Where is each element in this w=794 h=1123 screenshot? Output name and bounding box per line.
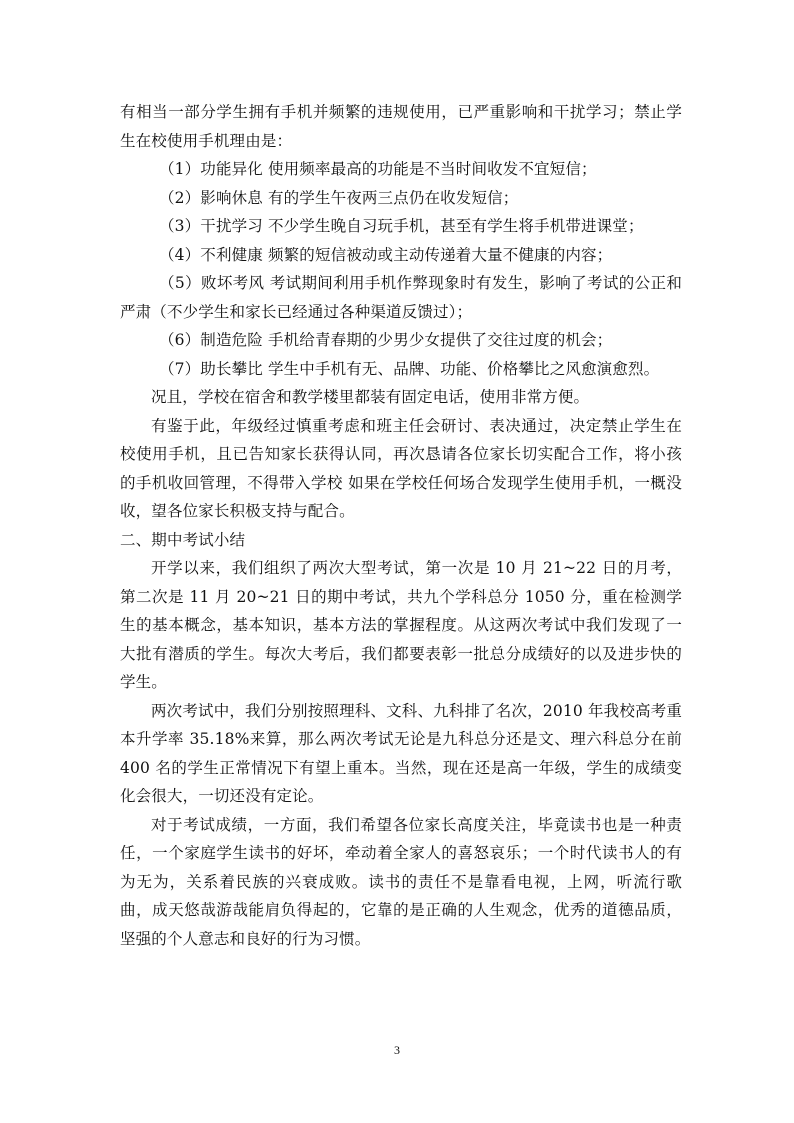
exams-paragraph: 开学以来，我们组织了两次大型考试，第一次是 10 月 21~22 日的月考，第二次是 11 月 20~21 日的期中考试，共九个学科总分 1050 分，重在检测学生的基本概念，基本知识，基本方法的掌握程度。从这两次考试中我们发现了一大批有潜质的学生。每次大考后，我们都要表彰一批总分成绩好的以及进步快的学生。 [120,559,682,691]
intro-paragraph: 有相当一部分学生拥有手机并频繁的违规使用，已严重影响和干扰学习；禁止学生在校使用手机理由是： [120,103,682,150]
rankings-paragraph: 两次考试中，我们分别按照理科、文科、九科排了名次，2010 年我校高考重本升学率 35.18%来算，那么两次考试无论是九科总分还是文、理六科总分在前 400 名的学生正常情况下有望上重本。当然，现在还是高一年级，学生的成绩变化会很大，一切还没有定论。 [120,701,682,805]
reason-item-6: （6）制造危险 手机给青春期的少男少女提供了交往过度的机会； [159,331,613,349]
reason-item-4: （4）不利健康 频繁的短信被动或主动传递着大量不健康的内容； [159,245,613,264]
decision-paragraph: 有鉴于此，年级经过慎重考虑和班主任会研讨、表决通过，决定禁止学生在校使用手机，且已告知家长获得认同，再次恳请各位家长切实配合工作，将小孩的手机收回管理，不得带入学校 如果在学校任何场合发现学生使用手机，一概没收，望各位家长积极支持与配合。 [120,416,682,520]
reason-item-3: （3）干扰学习 不少学生晚自习玩手机，甚至有学生将手机带进课堂； [159,217,644,235]
reason-item-2: （2）影响休息 有的学生午夜两三点仍在收发短信； [159,188,519,207]
attention-paragraph: 对于考试成绩，一方面，我们希望各位家长高度关注，毕竟读书也是一种责任，一个家庭学生读书的好坏，牵动着全家人的喜怒哀乐；一个时代读书人的有为无为，关系着民族的兴衰成败。读书的责任不是靠看电视，上网，听流行歌曲，成天悠哉游哉能肩负得起的，它靠的是正确的人生观念，优秀的道德品质，坚强的个人意志和良好的行为习惯。 [120,815,682,948]
reason-item-5: （5）败坏考风 考试期间利用手机作弊现象时有发生，影响了考试的公正和严肃（不少学生和家长已经通过各种渠道反馈过）； [120,274,682,321]
page-number: 3 [394,1043,400,1057]
reason-item-1: （1）功能异化 使用频率最高的功能是不当时间收发不宜短信； [159,160,597,178]
document-body [120,98,682,953]
reason-item-7: （7）助长攀比 学生中手机有无、品牌、功能、价格攀比之风愈演愈烈。 [159,359,660,378]
section-heading: 二、期中考试小结 [120,530,246,549]
phone-convenience-paragraph: 况且，学校在宿舍和教学楼里都装有固定电话，使用非常方便。 [151,388,590,406]
